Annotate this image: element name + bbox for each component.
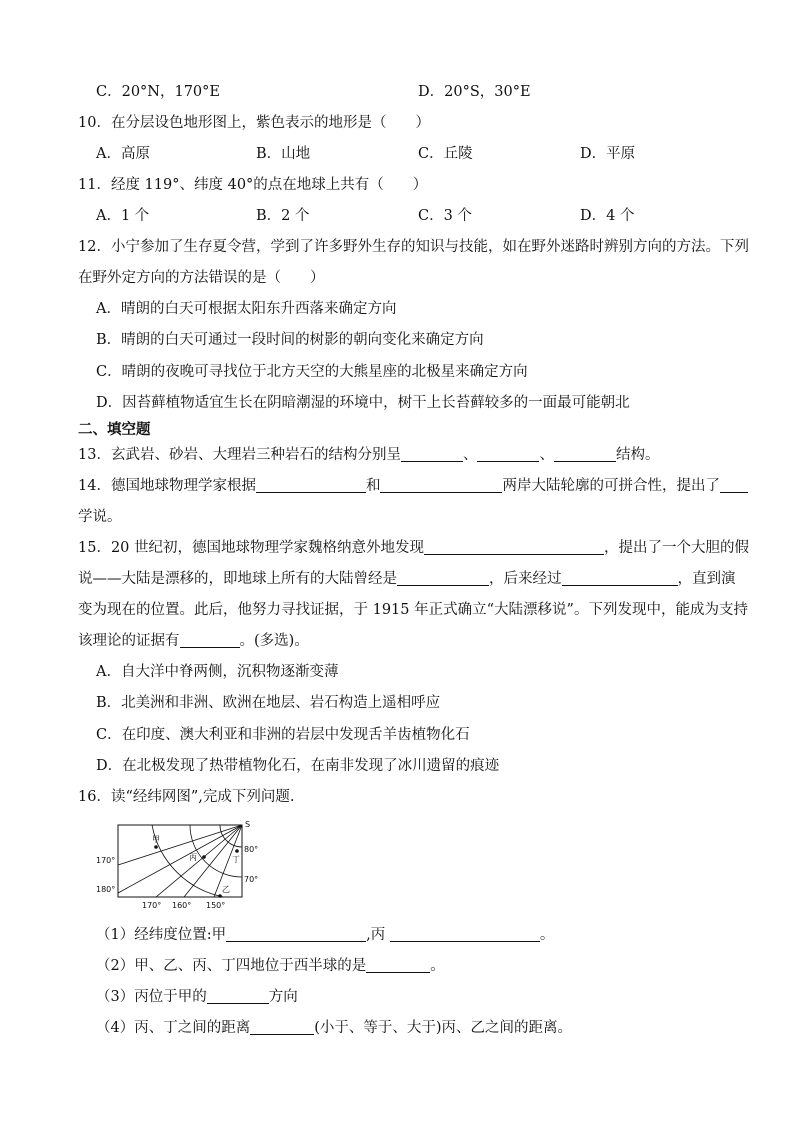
point-jia	[154, 845, 158, 849]
q11-option-c: C．3 个	[418, 208, 472, 224]
q14-text-3: 两岸大陆轮廓的可拼合性，提出了	[502, 478, 720, 494]
label-ding: 丁	[232, 855, 240, 864]
q15-text-5: ，直到演	[677, 571, 736, 587]
q16-blank-distance[interactable]	[250, 1020, 314, 1035]
q14-text-2: 和	[365, 478, 381, 494]
q16-sub4-text-1: （4）丙、丁之间的距离	[96, 1020, 251, 1036]
q15-blank-2[interactable]	[397, 571, 489, 586]
q16-sub2-text-2: 。	[430, 958, 445, 974]
q15-text-8: 。(多选)。	[239, 633, 309, 649]
q15-line-1	[78, 538, 749, 558]
q13-sep-1: 、	[462, 447, 478, 463]
parallel-70	[190, 825, 242, 877]
q16-blank-west[interactable]	[366, 958, 430, 973]
q15-text-7: 该理论的证据有	[78, 633, 180, 649]
label-bottom-160: 160°	[172, 901, 192, 910]
section-heading-fill-in: 二、填空题	[78, 422, 151, 438]
q11-option-d: D．4 个	[580, 208, 635, 224]
q12-option-a: A．晴朗的白天可根据太阳东升西落来确定方向	[96, 301, 397, 317]
q15-line-3: 变为现在的位置。此后，他努力寻找证据，于 1915 年正式确立“大陆漂移说”。下列发现中，能成为支持	[78, 602, 748, 618]
q15-option-a: A．自大洋中脊两侧，沉积物逐渐变薄	[96, 664, 339, 680]
q13-blank-1[interactable]	[401, 447, 463, 462]
lat-long-grid-figure	[96, 819, 271, 911]
q16-sub1-text-3: 。	[539, 927, 555, 943]
q13-text-1: 13．玄武岩、砂岩、大理岩三种岩石的结构分别呈	[78, 447, 401, 463]
label-jia: 甲	[152, 835, 160, 844]
q12-stem-line1: 12．小宁参加了生存夏令营，学到了许多野外生存的知识与技能，如在野外迷路时辨别方向的方法。下列	[78, 239, 749, 255]
q13-sep-2: 、	[539, 447, 554, 463]
q9-option-d: D．20°S，30°E	[418, 84, 531, 100]
q15-line-4	[78, 631, 309, 651]
label-bottom-170: 170°	[142, 901, 162, 910]
q15-text-4: ，后来经过	[489, 571, 562, 587]
q16-sub1-text-1: （1）经纬度位置:甲	[96, 927, 227, 943]
q16-sub1	[96, 925, 554, 945]
q11-option-a: A．1 个	[96, 208, 150, 224]
q16-sub3-text-1: （3）丙位于甲的	[96, 989, 207, 1005]
q13-line	[78, 445, 659, 465]
q15-blank-4[interactable]	[180, 633, 240, 648]
q16-stem: 16．读“经纬网图”,完成下列问题.	[78, 789, 295, 805]
q10-option-a: A．高原	[96, 146, 150, 162]
label-lon-170-left: 170°	[96, 856, 116, 865]
q14-line	[78, 476, 748, 496]
label-bottom-150: 150°	[206, 901, 226, 910]
q15-text-2: ，提出了一个大胆的假	[604, 540, 750, 556]
q16-blank-jia[interactable]	[226, 927, 366, 942]
q11-option-b: B．2 个	[256, 208, 310, 224]
q15-option-d: D．在北极发现了热带植物化石，在南非发现了冰川遗留的痕迹	[96, 758, 500, 774]
q15-blank-1[interactable]	[424, 540, 604, 555]
q16-sub2	[96, 956, 445, 976]
label-lon-180-left: 180°	[96, 885, 116, 894]
q15-blank-3[interactable]	[562, 571, 678, 586]
point-ding	[235, 849, 239, 853]
q12-option-c: C．晴朗的夜晚可寻找位于北方天空的大熊星座的北极星来确定方向	[96, 364, 528, 380]
q16-sub4	[96, 1018, 572, 1038]
label-lat-80: 80°	[244, 845, 259, 854]
q14-blank-2[interactable]	[380, 478, 502, 493]
q13-text-2: 结构。	[615, 447, 660, 463]
q16-sub2-text-1: （2）甲、乙、丙、丁四地位于西半球的是	[96, 958, 367, 974]
q16-blank-direction[interactable]	[207, 989, 269, 1004]
label-lat-70: 70°	[244, 875, 259, 884]
label-pole: S	[245, 820, 251, 829]
q10-option-d: D．平原	[580, 146, 636, 162]
q16-sub3	[96, 987, 298, 1007]
q14-blank-1[interactable]	[256, 478, 366, 493]
q15-text-1: 15．20 世纪初，德国地球物理学家魏格纳意外地发现	[78, 540, 425, 556]
label-bing: 丙	[189, 853, 197, 862]
q12-option-d: D．因苔藓植物适宜生长在阴暗潮湿的环境中，树干上长苔藓较多的一面最可能朝北	[96, 395, 630, 411]
q15-line-2	[78, 569, 736, 589]
q14-blank-3[interactable]	[720, 478, 748, 493]
q10-stem: 10．在分层设色地形图上，紫色表示的地形是（ ）	[78, 115, 430, 131]
q11-stem: 11．经度 119°、纬度 40°的点在地球上共有（ ）	[78, 177, 428, 193]
q14-line-2: 学说。	[78, 509, 122, 525]
q14-text-1: 14．德国地球物理学家根据	[78, 478, 256, 494]
q15-option-c: C．在印度、澳大利亚和非洲的岩层中发现舌羊齿植物化石	[96, 727, 470, 743]
q13-blank-3[interactable]	[554, 447, 616, 462]
label-yi: 乙	[222, 885, 230, 894]
q10-option-b: B．山地	[256, 146, 311, 162]
q10-option-c: C．丘陵	[418, 146, 473, 162]
q12-option-b: B．晴朗的白天可通过一段时间的树影的朝向变化来确定方向	[96, 332, 484, 348]
q16-blank-bing[interactable]	[390, 927, 540, 942]
q16-sub3-text-2: 方向	[268, 989, 298, 1005]
q15-option-b: B．北美洲和非洲、欧洲在地层、岩石构造上遥相呼应	[96, 695, 441, 711]
point-bing	[202, 855, 206, 859]
q16-sub1-text-2: ,丙	[366, 927, 386, 943]
q9-option-c: C．20°N，170°E	[96, 84, 220, 100]
point-yi	[218, 894, 222, 898]
q16-sub4-text-2: (小于、等于、大于)丙、乙之间的距离。	[314, 1020, 573, 1036]
q12-stem-line2: 在野外定方向的方法错误的是（ ）	[78, 270, 325, 286]
q15-text-3: 说——大陆是漂移的，即地球上所有的大陆曾经是	[78, 571, 397, 587]
q13-blank-2[interactable]	[477, 447, 539, 462]
